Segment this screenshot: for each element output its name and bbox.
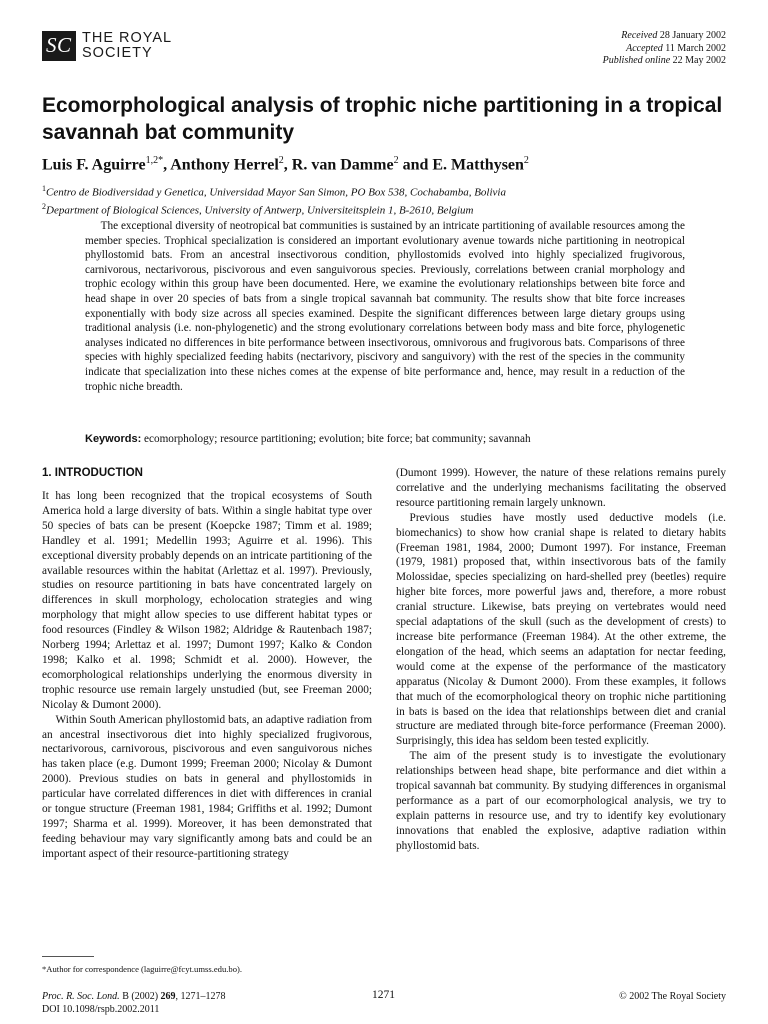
journal-citation: Proc. R. Soc. Lond. B (2002) 269, 1271–1278	[42, 991, 226, 1002]
author-name: Anthony Herrel	[170, 156, 279, 174]
page-number: 1271	[372, 989, 395, 1001]
affiliations	[42, 182, 506, 217]
author-name: Luis F. Aguirre	[42, 156, 146, 174]
paragraph: (Dumont 1999). However, the nature of these relations remains purely correlative and the underlying mechanisms facilitating the observed resource partitioning remain largely unknown.	[396, 467, 726, 509]
publisher-line1: THE ROYAL	[82, 30, 173, 46]
author-list: Luis F. Aguirre$^{1,2*}$, Anthony Herrel$^2$, R. van Damme$^2$ and E. Matthysen$^2$	[42, 155, 529, 174]
logo-letter-c: C	[57, 33, 72, 57]
section-heading: 1. INTRODUCTION	[42, 467, 143, 479]
body-column-right	[396, 466, 726, 854]
affiliation-2: $^2$Department of Biological Sciences, University of Antwerp, Universiteitsplein 1, B-2610, Belgium	[42, 201, 474, 217]
logo-letter-s: S	[46, 33, 57, 57]
author-affil-mark: 2	[278, 155, 284, 166]
publisher-name	[82, 31, 172, 61]
paragraph: The aim of the present study is to investigate the evolutionary relationships between head shape, bite performance and diet within a tropical savannah bat community. By studying differences in organismal performance as a part of our ecomorphological analysis, we try to explain patterns in resource use, and try to identify key evolutionary innovations that enabled the explosive, adaptive radiation within phyllostomid bats.	[396, 750, 726, 852]
author-affil-mark: 1,2*	[145, 155, 164, 166]
correspondence-footnote: *Author for correspondence (laguirre@fcyt.umss.edu.bo).	[42, 964, 243, 974]
body-column-left	[42, 466, 372, 862]
paragraph: Previous studies have mostly used deductive models (i.e. biomechanics) to show how cranial shape is related to dietary habits (Freeman 1981, 1984, 2000; Dumont 1997). For instance, Freeman (1979, 1981) proposed that, within insectivorous bats of the family Molossidae, species specializing on hard-shelled prey (beetles) require higher bite forces, more powerful jaws and, therefore, a more robust cranial structure. Likewise, bats preying on vertebrates would need special adaptations of the skull (such as the development of crests) to increase bite performance (Freeman 1984). At the other extreme, the elongation of the head, which seems an adaptation for nectar feeding, would come at the expense of the performance of the masticatory apparatus (Nicolay & Dumont 2000). From these examples, it follows that much of the ecomorphological theory on trophic niche partitioning in bats is based on the idea that relationships between diet and cranial structure are mediated through bite-force performance (Freeman 2000). Surprisingly, this idea has seldom been tested explicitly.	[396, 511, 726, 748]
publication-dates	[603, 30, 726, 68]
keywords	[85, 432, 735, 446]
paper-title: Ecomorphological analysis of trophic niche partitioning in a tropical savannah bat community	[42, 94, 723, 144]
author-name: E. Matthysen	[432, 156, 524, 174]
keywords-label: Keywords:	[85, 433, 142, 445]
copyright: © 2002 The Royal Society	[619, 991, 726, 1002]
publisher-logo	[42, 30, 172, 62]
royal-society-logo-icon	[42, 31, 76, 61]
author-affil-mark: 2	[523, 155, 529, 166]
author-name: R. van Damme	[291, 156, 394, 174]
publisher-line2: SOCIETY	[82, 45, 153, 61]
paragraph: Within South American phyllostomid bats, an adaptive radiation from an ancestral insectivorous diet into highly specialized frugivorous, nectarivorous, carnivorous, piscivorous and even sanguivorous niches has taken place (e.g. Dumont 1999; Freeman 2000; Nicolay & Dumont 2000). Previous studies on bats in general and phyllostomids in particular have correlated differences in diet with differences in cranial or tongue structure (Freeman 1981, 1984; Griffiths et al. 1992; Dumont 1997; Sharma et al. 1999). Moreover, it has been demonstrated that feeding behaviour may vary significantly among bats and could be an important aspect of their resource-partitioning strategy	[42, 713, 372, 860]
affiliation-1: $^1$Centro de Biodiversidad y Genetica, Universidad Mayor San Simon, PO Box 538, Cochabamba, Bolivia	[42, 184, 506, 199]
author-affil-mark: 2	[393, 155, 399, 166]
accepted-date: Accepted 11 March 2002	[626, 42, 726, 54]
received-date: Received 28 January 2002	[621, 30, 726, 41]
published-date: Published online 22 May 2002	[602, 55, 726, 67]
keywords-text: ecomorphology; resource partitioning; evolution; bite force; bat community; savannah	[144, 433, 531, 445]
abstract: The exceptional diversity of neotropical bat communities is sustained by an intricate partitioning of available resources among the member species. Trophical specialization is considered an important evolutionary avenue towards niche partitioning in neotropical phyllostomid bats. From an ancestral insectivorous condition, phyllostomids evolved into highly specialized frugivorous, carnivorous, nectarivorous, piscivorous and even sanguivorous species. Previously, correlations between cranial morphology and trophic ecology within this group have been documented. Here, we examine the evolutionary relationships between bite force and head shape in over 20 species of bats from a single tropical savannah bat community. The results show that bite force increases exponentially with body size across all species examined. Despite the significant differences between large dietary groups using traditional analysis (i.e. non-phylogenetic) and the strong evolutionary correlations between body mass and bite force, phylogenetic analyses indicated no differences in bite performance between insectivorous, omnivorous and frugivorous bats. Comparisons of three species with highly specialized feeding habits (nectarivory, piscivory and sanguivory) with the rest of the species in the community indicate that specialization into these niches comes at the expense of bite performance and, hence, may result in a reduction of the trophic niche breadth.	[85, 220, 685, 393]
doi: DOI 10.1098/rspb.2002.2011	[42, 1004, 160, 1015]
paragraph: It has long been recognized that the tropical ecosystems of South America hold a large diversity of bats. Within a single habitat type over 50 species of bats can be present (Koepcke 1987; Timm et al. 1989; Handley et al. 1991; Medellin 1993; Aguirre et al. 1996). This exceptional diversity probably depends on an intricate partitioning of the available resources within the habitat (Arlettaz et al. 1997). Previously, studies on resource partitioning in bats have concentrated largely on differences in skull morphology, echolocation strategies and wing morphology that might allow species to use different habitat types or food resources (Findley & Wilson 1982; Aldridge & Rautenbach 1987; Norberg 1994; Arlettaz et al. 1997; Dumont 1997; Kalko & Condon 1998; Kalko et al. 1998; Schmidt et al. 2000). However, the ecomorphological relationships underlying the enormous diversity in trophic resource use remain largely unstudied (but, see Freeman 2000; Nicolay & Dumont 2000).	[42, 490, 372, 711]
footnote-divider	[42, 956, 94, 957]
